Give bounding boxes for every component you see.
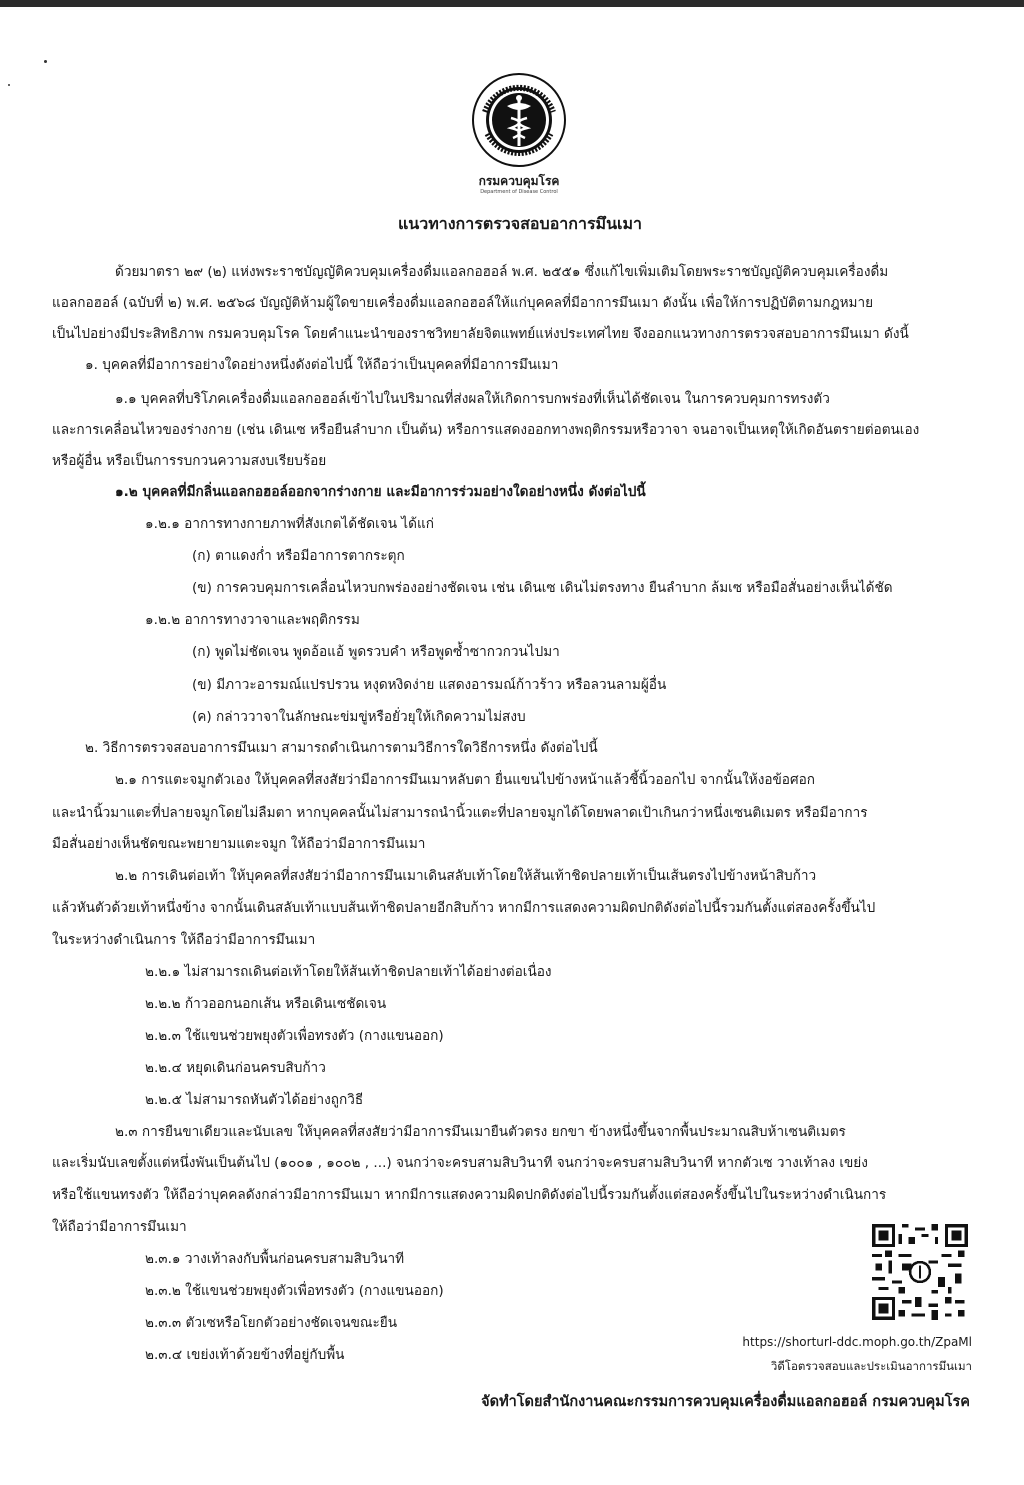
section-1-1-line-2: และการเคลื่อนไหวของร่างกาย (เช่น เดินเซ หรือยืนลำบาก เป็นต้น) หรือการแสดงออกทางพฤติกรรมหรือวาจา จนอาจเป็นเหตุให้เกิดอันตรายต่อตนเอง [52, 422, 920, 438]
intro-line-2: แอลกอฮอล์ (ฉบับที่ ๒) พ.ศ. ๒๕๖๘ บัญญัติห้ามผู้ใดขายเครื่องดื่มแอลกอฮอล์ให้แก่บุคคลที่มีอาการมึนเมา ดังนั้น เพื่อให้การปฏิบัติตามกฎหมาย [52, 295, 874, 311]
section-2-heading: ๒. วิธีการตรวจสอบอาการมึนเมา สามารถดำเนินการตามวิธีการใดวิธีการหนึ่ง ดังต่อไปนี้ [85, 740, 598, 756]
section-2-2-line-3: ในระหว่างดำเนินการ ให้ถือว่ามีอาการมึนเมา [52, 932, 316, 948]
section-1-heading: ๑. บุคคลที่มีอาการอย่างใดอย่างหนึ่งดังต่อไปนี้ ให้ถือว่าเป็นบุคคลที่มีอาการมึนเมา [85, 357, 559, 373]
section-2-3-line-4: ให้ถือว่ามีอาการมึนเมา [52, 1219, 187, 1235]
section-2-2-line-2: แล้วหันตัวด้วยเท้าหนึ่งข้าง จากนั้นเดินสลับเท้าแบบส้นเท้าชิดปลายอีกสิบก้าว หากมีการแสดงความผิดปกติดังต่อไปนี้รวมกันตั้งแต่สองครั้งขึ้นไป [52, 900, 876, 916]
section-2-3-line-3: หรือใช้แขนทรงตัว ให้ถือว่าบุคคลดังกล่าวมีอาการมึนเมา หากมีการแสดงความผิดปกติดังต่อไปนี้รวมกันตั้งแต่สองครั้งขึ้นไปในระหว่างดำเนินการ [52, 1187, 887, 1203]
qr-caption: วิดีโอตรวจสอบและประเมินอาการมึนเมา [770, 1359, 972, 1373]
section-2-3-item-2: ๒.๓.๒ ใช้แขนช่วยพยุงตัวเพื่อทรงตัว (กางแขนออก) [145, 1283, 444, 1299]
qr-code-icon [872, 1224, 968, 1320]
section-1-2-heading: ๑.๒ บุคคลที่มีกลิ่นแอลกอฮอล์ออกจากร่างกาย และมีอาการร่วมอย่างใดอย่างหนึ่ง ดังต่อไปนี้ [115, 484, 646, 500]
section-2-1-line-3: มือสั่นอย่างเห็นชัดขณะพยายามแตะจมูก ให้ถือว่ามีอาการมึนเมา [52, 836, 426, 852]
intro-line-3: เป็นไปอย่างมีประสิทธิภาพ กรมควบคุมโรค โดยคำแนะนำของราชวิทยาลัยจิตแพทย์แห่งประเทศไทย จึงออกแนวทางการตรวจสอบอาการมึนเมา ดังนี้ [52, 326, 909, 342]
section-2-3-item-3: ๒.๓.๓ ตัวเซหรือโยกตัวอย่างชัดเจนขณะยืน [145, 1315, 398, 1331]
scan-speck [8, 84, 10, 86]
section-1-2-2-item-b: (ข) มีภาวะอารมณ์แปรปรวน หงุดหงิดง่าย แสดงอารมณ์ก้าวร้าว หรือลวนลามผู้อื่น [192, 677, 667, 693]
org-name-english: Department of Disease Control [480, 189, 558, 195]
org-name-thai: กรมควบคุมโรค [478, 174, 560, 188]
section-1-1-line-1: ๑.๑ บุคคลที่บริโภคเครื่องดื่มแอลกอฮอล์เข้าไปในปริมาณที่ส่งผลให้เกิดการบกพร่องที่เห็นได้ชัดเจน ในการควบคุมการทรงตัว [115, 391, 830, 407]
section-2-1-line-1: ๒.๑ การแตะจมูกตัวเอง ให้บุคคลที่สงสัยว่ามีอาการมึนเมาหลับตา ยื่นแขนไปข้างหน้าแล้วชี้นิ้วออกไป จากนั้นให้งอข้อศอก [115, 772, 815, 788]
section-2-2-item-4: ๒.๒.๔ หยุดเดินก่อนครบสิบก้าว [145, 1060, 326, 1076]
scan-edge-bar [0, 0, 1024, 7]
document-title: แนวทางการตรวจสอบอาการมึนเมา [397, 214, 643, 233]
section-2-2-item-1: ๒.๒.๑ ไม่สามารถเดินต่อเท้าโดยให้ส้นเท้าชิดปลายเท้าได้อย่างต่อเนื่อง [145, 964, 552, 980]
section-2-2-item-3: ๒.๒.๓ ใช้แขนช่วยพยุงตัวเพื่อทรงตัว (กางแขนออก) [145, 1028, 444, 1044]
footer-credit: จัดทำโดยสำนักงานคณะกรรมการควบคุมเครื่องดื่มแอลกอฮอล์ กรมควบคุมโรค [481, 1394, 970, 1410]
section-1-2-1-item-b: (ข) การควบคุมการเคลื่อนไหวบกพร่องอย่างชัดเจน เช่น เดินเซ เดินไม่ตรงทาง ยืนลำบาก ล้มเซ หรือมือสั่นอย่างเห็นได้ชัด [192, 580, 893, 596]
section-2-2-item-5: ๒.๒.๕ ไม่สามารถหันตัวได้อย่างถูกวิธี [145, 1092, 364, 1108]
section-2-3-item-1: ๒.๓.๑ วางเท้าลงกับพื้นก่อนครบสามสิบวินาที [145, 1251, 405, 1267]
section-2-3-item-4: ๒.๓.๔ เขย่งเท้าด้วยข้างที่อยู่กับพื้น [145, 1347, 345, 1363]
qr-link-url[interactable]: https://shorturl-ddc.moph.go.th/ZpaMl [742, 1335, 972, 1349]
section-2-3-line-1: ๒.๓ การยืนขาเดียวและนับเลข ให้บุคคลที่สงสัยว่ามีอาการมึนเมายืนตัวตรง ยกขา ข้างหนึ่งขึ้นจากพื้นประมาณสิบห้าเซนติเมตร [115, 1124, 846, 1140]
section-1-2-1-heading: ๑.๒.๑ อาการทางกายภาพที่สังเกตได้ชัดเจน ได้แก่ [145, 516, 434, 532]
ministry-seal-logo [471, 72, 567, 168]
section-1-2-2-heading: ๑.๒.๒ อาการทางวาจาและพฤติกรรม [145, 612, 360, 628]
section-2-3-line-2: และเริ่มนับเลขตั้งแต่หนึ่งพันเป็นต้นไป (๑๐๐๑ , ๑๐๐๒ , ...) จนกว่าจะครบสามสิบวินาที จนกว่าจะครบสามสิบวินาที หากตัวเซ วางเท้าลง เขย่ง [52, 1155, 868, 1171]
scan-speck [44, 60, 47, 63]
section-2-2-item-2: ๒.๒.๒ ก้าวออกนอกเส้น หรือเดินเซชัดเจน [145, 996, 387, 1012]
section-2-1-line-2: และนำนิ้วมาแตะที่ปลายจมูกโดยไม่ลืมตา หากบุคคลนั้นไม่สามารถนำนิ้วแตะที่ปลายจมูกได้โดยพลาดเป้าเกินกว่าหนึ่งเซนติเมตร หรือมีอาการ [52, 805, 868, 821]
intro-line-1: ด้วยมาตรา ๒๙ (๒) แห่งพระราชบัญญัติควบคุมเครื่องดื่มแอลกอฮอล์ พ.ศ. ๒๕๕๑ ซึ่งแก้ไขเพิ่มเติมโดยพระราชบัญญัติควบคุมเครื่องดื่ม [115, 264, 889, 280]
section-1-2-2-item-a: (ก) พูดไม่ชัดเจน พูดอ้อแอ้ พูดรวบคำ หรือพูดซ้ำซากวกวนไปมา [192, 644, 560, 660]
section-1-1-line-3: หรือผู้อื่น หรือเป็นการรบกวนความสงบเรียบร้อย [52, 453, 327, 469]
section-2-2-line-1: ๒.๒ การเดินต่อเท้า ให้บุคคลที่สงสัยว่ามีอาการมึนเมาเดินสลับเท้าโดยให้ส้นเท้าชิดปลายเท้าเป็นเส้นตรงไปข้างหน้าสิบก้าว [115, 868, 817, 884]
section-1-2-1-item-a: (ก) ตาแดงก่ำ หรือมีอาการตากระตุก [192, 548, 405, 564]
section-1-2-2-item-c: (ค) กล่าววาจาในลักษณะข่มขู่หรือยั่วยุให้เกิดความไม่สงบ [192, 709, 526, 725]
